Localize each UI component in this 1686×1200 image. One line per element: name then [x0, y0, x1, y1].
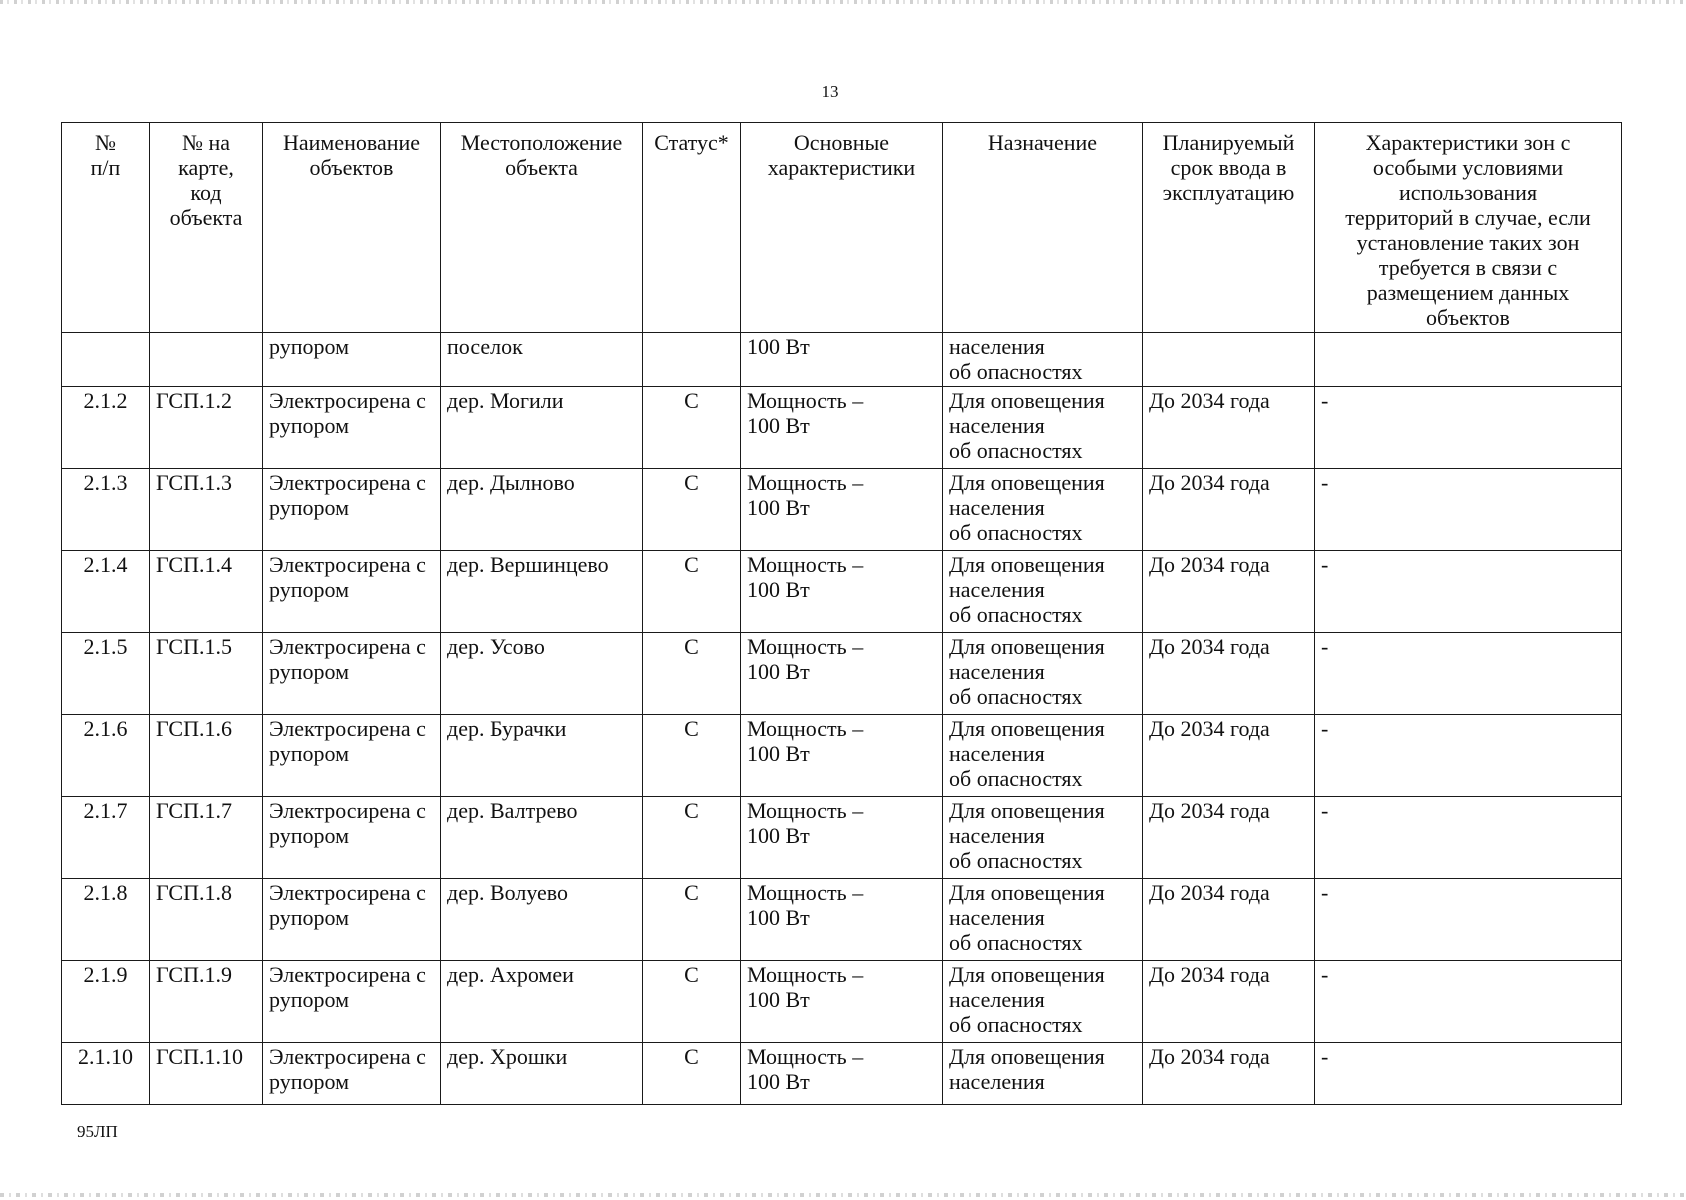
cell-zone-characteristics: [1315, 633, 1622, 715]
cell-text-line: Назначение: [987, 130, 1098, 155]
cell-characteristics: [741, 387, 943, 469]
cell-object-name: [263, 633, 441, 715]
cell-text-line: 100 Вт: [747, 413, 810, 438]
cell-map-code: [150, 879, 263, 961]
cell-text-line: С: [684, 388, 699, 413]
table-row: [62, 797, 1622, 879]
cell-text-line: Электросирена с: [269, 552, 426, 577]
table-row: [62, 961, 1622, 1043]
cell-object-name: [263, 797, 441, 879]
cell-text-line: До 2034 года: [1149, 552, 1270, 577]
cell-text-line: -: [1321, 1044, 1329, 1069]
table-row: [62, 715, 1622, 797]
cell-map-code: [150, 961, 263, 1043]
cell-text-line: объекта: [169, 205, 243, 230]
cell-text-line: ГСП.1.4: [156, 552, 232, 577]
cell-zone-characteristics: [1315, 879, 1622, 961]
cell-text-line: объектов: [1426, 305, 1510, 330]
cell-text-line: населения: [949, 659, 1045, 684]
cell-text-line: ГСП.1.2: [156, 388, 232, 413]
header-commissioning-date: [1143, 123, 1315, 333]
cell-text-line: С: [684, 634, 699, 659]
cell-text-line: № на: [181, 130, 231, 155]
cell-text-line: об опасностях: [949, 438, 1083, 463]
cell-object-name: [263, 879, 441, 961]
cell-text-line: объектов: [309, 155, 394, 180]
cell-text-line: карте,: [178, 155, 234, 180]
cell-text-line: дер. Могили: [447, 388, 564, 413]
cell-text-line: дер. Дылново: [447, 470, 575, 495]
cell-purpose: [943, 715, 1143, 797]
cell-text-line: 100 Вт: [747, 905, 810, 930]
cell-number: [62, 387, 150, 469]
cell-text-line: населения: [949, 1069, 1045, 1094]
cell-status: [643, 797, 741, 879]
cell-text-line: 2.1.2: [83, 388, 128, 413]
cell-text-line: -: [1321, 880, 1329, 905]
cell-map-code: [150, 797, 263, 879]
cell-location: [441, 551, 643, 633]
cell-object-name: [263, 333, 441, 387]
cell-number: [62, 633, 150, 715]
cell-status: [643, 333, 741, 387]
cell-text-line: Мощность –: [747, 962, 864, 987]
cell-commissioning-date: [1143, 879, 1315, 961]
cell-text-line: объекта: [505, 155, 578, 180]
cell-text-line: Для оповещения: [949, 880, 1105, 905]
page-number: 13: [821, 82, 839, 101]
cell-text-line: Электросирена с: [269, 880, 426, 905]
cell-commissioning-date: [1143, 333, 1315, 387]
cell-text-line: об опасностях: [949, 930, 1083, 955]
cell-text-line: населения: [949, 495, 1045, 520]
cell-characteristics: [741, 797, 943, 879]
cell-text-line: населения: [949, 741, 1045, 766]
cell-zone-characteristics: [1315, 961, 1622, 1043]
cell-number: [62, 715, 150, 797]
cell-text-line: код: [190, 180, 222, 205]
cell-characteristics: [741, 1043, 943, 1105]
cell-text-line: Для оповещения: [949, 634, 1105, 659]
cell-status: [643, 551, 741, 633]
cell-text-line: дер. Хрошки: [447, 1044, 568, 1069]
cell-zone-characteristics: [1315, 387, 1622, 469]
cell-characteristics: [741, 879, 943, 961]
cell-characteristics: [741, 469, 943, 551]
cell-text-line: До 2034 года: [1149, 634, 1270, 659]
cell-text-line: Электросирена с: [269, 1044, 426, 1069]
cell-text-line: населения: [949, 577, 1045, 602]
cell-text-line: территорий в случае, если: [1345, 205, 1591, 230]
cell-text-line: Мощность –: [747, 716, 864, 741]
cell-text-line: До 2034 года: [1149, 798, 1270, 823]
cell-text-line: Местоположение: [460, 130, 623, 155]
cell-text-line: Электросирена с: [269, 634, 426, 659]
cell-number: [62, 797, 150, 879]
cell-number: [62, 1043, 150, 1105]
cell-status: [643, 961, 741, 1043]
cell-text-line: рупором: [269, 741, 349, 766]
cell-text-line: ГСП.1.7: [156, 798, 232, 823]
cell-purpose: [943, 387, 1143, 469]
cell-text-line: Электросирена с: [269, 798, 426, 823]
cell-text-line: об опасностях: [949, 766, 1083, 791]
cell-status: [643, 387, 741, 469]
table-row: [62, 551, 1622, 633]
table-row: [62, 1043, 1622, 1105]
cell-object-name: [263, 387, 441, 469]
cell-text-line: дер. Ахромеи: [447, 962, 574, 987]
cell-location: [441, 879, 643, 961]
cell-text-line: 2.1.8: [83, 880, 128, 905]
header-purpose: [943, 123, 1143, 333]
cell-text-line: населения: [949, 905, 1045, 930]
cell-text-line: эксплуатацию: [1162, 180, 1295, 205]
cell-text-line: Электросирена с: [269, 716, 426, 741]
cell-text-line: До 2034 года: [1149, 716, 1270, 741]
cell-text-line: об опасностях: [949, 848, 1083, 873]
cell-purpose: [943, 1043, 1143, 1105]
cell-text-line: 100 Вт: [747, 659, 810, 684]
cell-text-line: Для оповещения: [949, 470, 1105, 495]
cell-text-line: -: [1321, 716, 1329, 741]
cell-characteristics: [741, 633, 943, 715]
header-map-code: [150, 123, 263, 333]
cell-text-line: 100 Вт: [747, 577, 810, 602]
cell-map-code: [150, 551, 263, 633]
cell-text-line: 2.1.4: [83, 552, 128, 577]
cell-purpose: [943, 469, 1143, 551]
cell-text-line: До 2034 года: [1149, 962, 1270, 987]
cell-text-line: ГСП.1.3: [156, 470, 232, 495]
cell-text-line: п/п: [90, 155, 121, 180]
cell-text-line: -: [1321, 470, 1329, 495]
cell-text-line: С: [684, 552, 699, 577]
cell-text-line: Мощность –: [747, 470, 864, 495]
table-row: [62, 469, 1622, 551]
cell-purpose: [943, 961, 1143, 1043]
cell-text-line: До 2034 года: [1149, 470, 1270, 495]
cell-text-line: рупором: [269, 577, 349, 602]
table-row: [62, 633, 1622, 715]
cell-purpose: [943, 551, 1143, 633]
cell-purpose: [943, 879, 1143, 961]
cell-map-code: [150, 633, 263, 715]
cell-text-line: рупором: [269, 987, 349, 1012]
cell-text-line: рупором: [269, 659, 349, 684]
cell-text-line: Мощность –: [747, 880, 864, 905]
cell-characteristics: [741, 961, 943, 1043]
table-row-continuation: [62, 333, 1622, 387]
cell-characteristics: [741, 551, 943, 633]
scan-edge-top: [0, 0, 1686, 4]
cell-text-line: -: [1321, 962, 1329, 987]
cell-text-line: рупором: [269, 1069, 349, 1094]
table-row: [62, 879, 1622, 961]
cell-commissioning-date: [1143, 469, 1315, 551]
table-body: [62, 333, 1622, 1105]
cell-text-line: Основные: [793, 130, 890, 155]
cell-commissioning-date: [1143, 797, 1315, 879]
cell-text-line: ГСП.1.8: [156, 880, 232, 905]
cell-text-line: ГСП.1.10: [156, 1044, 243, 1069]
cell-text-line: Статус*: [654, 130, 729, 155]
cell-text-line: Мощность –: [747, 634, 864, 659]
cell-purpose: [943, 797, 1143, 879]
cell-text-line: 100 Вт: [747, 987, 810, 1012]
cell-status: [643, 1043, 741, 1105]
cell-commissioning-date: [1143, 387, 1315, 469]
cell-text-line: Характеристики зон с: [1365, 130, 1571, 155]
cell-text-line: До 2034 года: [1149, 880, 1270, 905]
cell-text-line: -: [1321, 388, 1329, 413]
cell-text-line: Для оповещения: [949, 1044, 1105, 1069]
cell-location: [441, 797, 643, 879]
cell-zone-characteristics: [1315, 551, 1622, 633]
cell-text-line: Мощность –: [747, 388, 864, 413]
cell-zone-characteristics: [1315, 715, 1622, 797]
cell-text-line: установление таких зон: [1356, 230, 1580, 255]
document-code: 95ЛП: [77, 1122, 118, 1141]
cell-text-line: дер. Бурачки: [447, 716, 567, 741]
cell-text-line: Планируемый: [1162, 130, 1295, 155]
cell-text-line: населения: [949, 823, 1045, 848]
header-status: [643, 123, 741, 333]
cell-text-line: об опасностях: [949, 359, 1083, 384]
cell-object-name: [263, 469, 441, 551]
cell-object-name: [263, 1043, 441, 1105]
header-object-name: [263, 123, 441, 333]
header-zone-characteristics: [1315, 123, 1622, 333]
cell-text-line: Мощность –: [747, 552, 864, 577]
cell-text-line: об опасностях: [949, 1012, 1083, 1037]
cell-text-line: размещением данных: [1366, 280, 1570, 305]
cell-zone-characteristics: [1315, 797, 1622, 879]
cell-map-code: [150, 333, 263, 387]
cell-text-line: С: [684, 880, 699, 905]
cell-text-line: Электросирена с: [269, 470, 426, 495]
cell-object-name: [263, 551, 441, 633]
cell-location: [441, 387, 643, 469]
cell-zone-characteristics: [1315, 1043, 1622, 1105]
cell-status: [643, 633, 741, 715]
cell-location: [441, 469, 643, 551]
header-characteristics: [741, 123, 943, 333]
cell-number: [62, 469, 150, 551]
cell-text-line: Электросирена с: [269, 388, 426, 413]
cell-text-line: рупором: [269, 413, 349, 438]
cell-location: [441, 715, 643, 797]
cell-text-line: населения: [949, 987, 1045, 1012]
cell-location: [441, 1043, 643, 1105]
cell-text-line: ГСП.1.9: [156, 962, 232, 987]
cell-text-line: Мощность –: [747, 798, 864, 823]
cell-zone-characteristics: [1315, 469, 1622, 551]
table-header-row: [62, 123, 1622, 333]
cell-text-line: рупором: [269, 905, 349, 930]
cell-number: [62, 551, 150, 633]
cell-text-line: 100 Вт: [747, 334, 810, 359]
cell-text-line: С: [684, 716, 699, 741]
cell-status: [643, 469, 741, 551]
cell-text-line: 2.1.7: [83, 798, 128, 823]
cell-text-line: С: [684, 1044, 699, 1069]
cell-text-line: С: [684, 798, 699, 823]
cell-object-name: [263, 715, 441, 797]
objects-table: [61, 122, 1622, 1105]
cell-text-line: Мощность –: [747, 1044, 864, 1069]
cell-text-line: об опасностях: [949, 684, 1083, 709]
scan-edge-bottom: [0, 1193, 1686, 1197]
cell-text-line: 100 Вт: [747, 823, 810, 848]
cell-object-name: [263, 961, 441, 1043]
cell-text-line: ГСП.1.5: [156, 634, 232, 659]
cell-commissioning-date: [1143, 961, 1315, 1043]
cell-text-line: характеристики: [767, 155, 916, 180]
cell-text-line: До 2034 года: [1149, 388, 1270, 413]
cell-number: [62, 333, 150, 387]
cell-text-line: Для оповещения: [949, 388, 1105, 413]
cell-text-line: 100 Вт: [747, 495, 810, 520]
cell-purpose: [943, 633, 1143, 715]
table-row: [62, 387, 1622, 469]
cell-purpose: [943, 333, 1143, 387]
cell-text-line: использования: [1398, 180, 1538, 205]
cell-text-line: -: [1321, 634, 1329, 659]
cell-text-line: дер. Усово: [447, 634, 545, 659]
cell-text-line: населения: [949, 334, 1045, 359]
cell-text-line: ГСП.1.6: [156, 716, 232, 741]
cell-text-line: 100 Вт: [747, 741, 810, 766]
cell-location: [441, 333, 643, 387]
cell-text-line: Для оповещения: [949, 962, 1105, 987]
cell-text-line: До 2034 года: [1149, 1044, 1270, 1069]
cell-text-line: С: [684, 962, 699, 987]
cell-commissioning-date: [1143, 633, 1315, 715]
cell-text-line: срок ввода в: [1170, 155, 1287, 180]
cell-text-line: требуется в связи с: [1378, 255, 1558, 280]
cell-text-line: Для оповещения: [949, 552, 1105, 577]
cell-text-line: С: [684, 470, 699, 495]
cell-characteristics: [741, 715, 943, 797]
cell-number: [62, 961, 150, 1043]
cell-zone-characteristics: [1315, 333, 1622, 387]
cell-text-line: дер. Валтрево: [447, 798, 578, 823]
cell-text-line: дер. Волуево: [447, 880, 569, 905]
header-location: [441, 123, 643, 333]
cell-number: [62, 879, 150, 961]
cell-location: [441, 961, 643, 1043]
cell-text-line: 2.1.5: [83, 634, 128, 659]
cell-commissioning-date: [1143, 715, 1315, 797]
cell-status: [643, 715, 741, 797]
cell-text-line: -: [1321, 552, 1329, 577]
cell-text-line: 2.1.10: [78, 1044, 133, 1069]
cell-text-line: Для оповещения: [949, 716, 1105, 741]
cell-text-line: 2.1.9: [83, 962, 128, 987]
cell-text-line: Для оповещения: [949, 798, 1105, 823]
cell-map-code: [150, 1043, 263, 1105]
cell-text-line: рупором: [269, 495, 349, 520]
cell-text-line: 2.1.6: [83, 716, 128, 741]
cell-text-line: Электросирена с: [269, 962, 426, 987]
cell-text-line: дер. Вершинцево: [447, 552, 609, 577]
cell-text-line: рупором: [269, 334, 349, 359]
cell-commissioning-date: [1143, 1043, 1315, 1105]
cell-map-code: [150, 469, 263, 551]
cell-text-line: 2.1.3: [83, 470, 128, 495]
header-number: [62, 123, 150, 333]
cell-text-line: №: [95, 130, 116, 155]
cell-commissioning-date: [1143, 551, 1315, 633]
cell-map-code: [150, 715, 263, 797]
cell-characteristics: [741, 333, 943, 387]
cell-text-line: Наименование: [282, 130, 421, 155]
cell-text-line: рупором: [269, 823, 349, 848]
cell-location: [441, 633, 643, 715]
cell-text-line: 100 Вт: [747, 1069, 810, 1094]
cell-text-line: поселок: [447, 334, 523, 359]
cell-text-line: -: [1321, 798, 1329, 823]
cell-text-line: населения: [949, 413, 1045, 438]
cell-text-line: особыми условиями: [1372, 155, 1564, 180]
cell-text-line: об опасностях: [949, 602, 1083, 627]
cell-map-code: [150, 387, 263, 469]
cell-text-line: об опасностях: [949, 520, 1083, 545]
cell-status: [643, 879, 741, 961]
